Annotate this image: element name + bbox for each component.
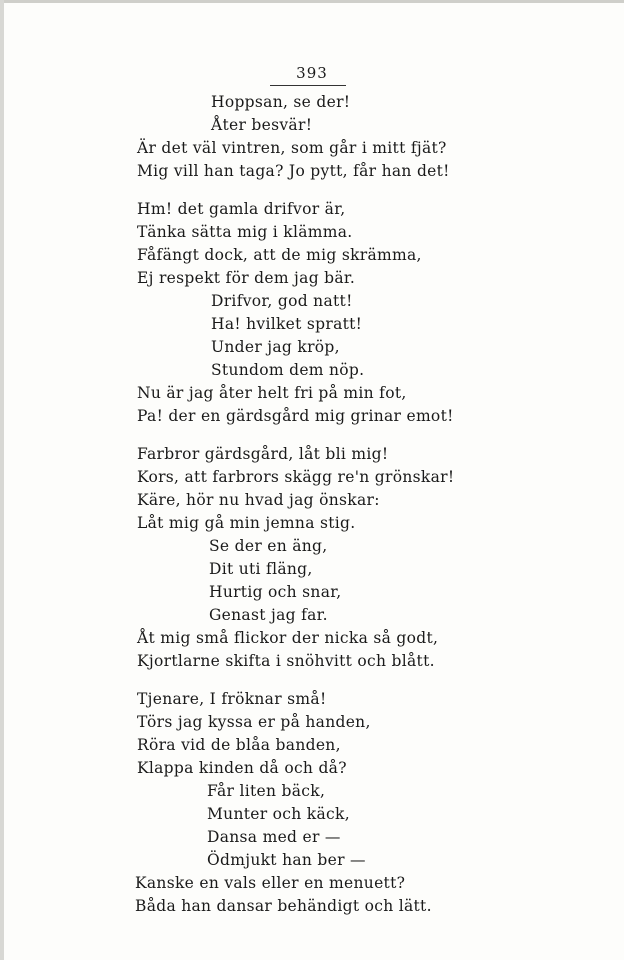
poem-line: Nu är jag åter helt fri på min fot, [137,384,407,402]
poem-line: Låt mig gå min jemna stig. [137,514,356,532]
poem-line: Klappa kinden då och då? [137,759,347,777]
poem-line: Farbror gärdsgård, låt bli mig! [137,445,389,463]
poem-line: Hm! det gamla drifvor är, [137,200,346,218]
poem-line: Hurtig och snar, [209,583,342,601]
poem-line: Drifvor, god natt! [211,292,353,310]
poem-line: Är det väl vintren, som går i mitt fjät? [137,139,447,157]
poem-line: Åt mig små flickor der nicka så godt, [137,629,439,647]
poem-line: Tjenare, I fröknar små! [137,690,327,708]
poem-line: Fåfängt dock, att de mig skrämma, [137,246,422,264]
poem-line: Dit uti fläng, [209,560,313,578]
poem-line: Törs jag kyssa er på handen, [137,713,371,731]
poem-line: Båda han dansar behändigt och lätt. [135,897,432,915]
poem-line: Ej respekt för dem jag bär. [137,269,356,287]
poem-line: Får liten bäck, [207,782,326,800]
poem-line: Kors, att farbrors skägg re'n grönskar! [137,468,455,486]
page-edge-left [0,0,4,960]
page-number: 393 [296,64,328,82]
poem-line: Ha! hvilket spratt! [211,315,363,333]
poem-line: Röra vid de blåa banden, [137,736,341,754]
poem-line: Pa! der en gärdsgård mig grinar emot! [137,407,454,425]
poem-line: Under jag kröp, [211,338,340,356]
poem-line: Stundom dem nöp. [211,361,365,379]
poem-line: Ödmjukt han ber — [207,851,366,869]
page-edge-top [0,0,624,3]
poem-line: Tänka sätta mig i klämma. [137,223,353,241]
poem-line: Kjortlarne skifta i snöhvitt och blått. [137,652,435,670]
poem-line: Kanske en vals eller en menuett? [135,874,406,892]
poem-line: Käre, hör nu hvad jag önskar: [137,491,380,509]
poem-line: Dansa med er — [207,828,341,846]
poem-line: Hoppsan, se der! [211,93,351,111]
poem-line: Se der en äng, [209,537,328,555]
poem-line: Åter besvär! [211,116,313,134]
poem-line: Mig vill han taga? Jo pytt, får han det! [137,162,450,180]
page-number-rule [270,85,346,86]
poem-line: Genast jag far. [209,606,328,624]
poem-line: Munter och käck, [207,805,350,823]
